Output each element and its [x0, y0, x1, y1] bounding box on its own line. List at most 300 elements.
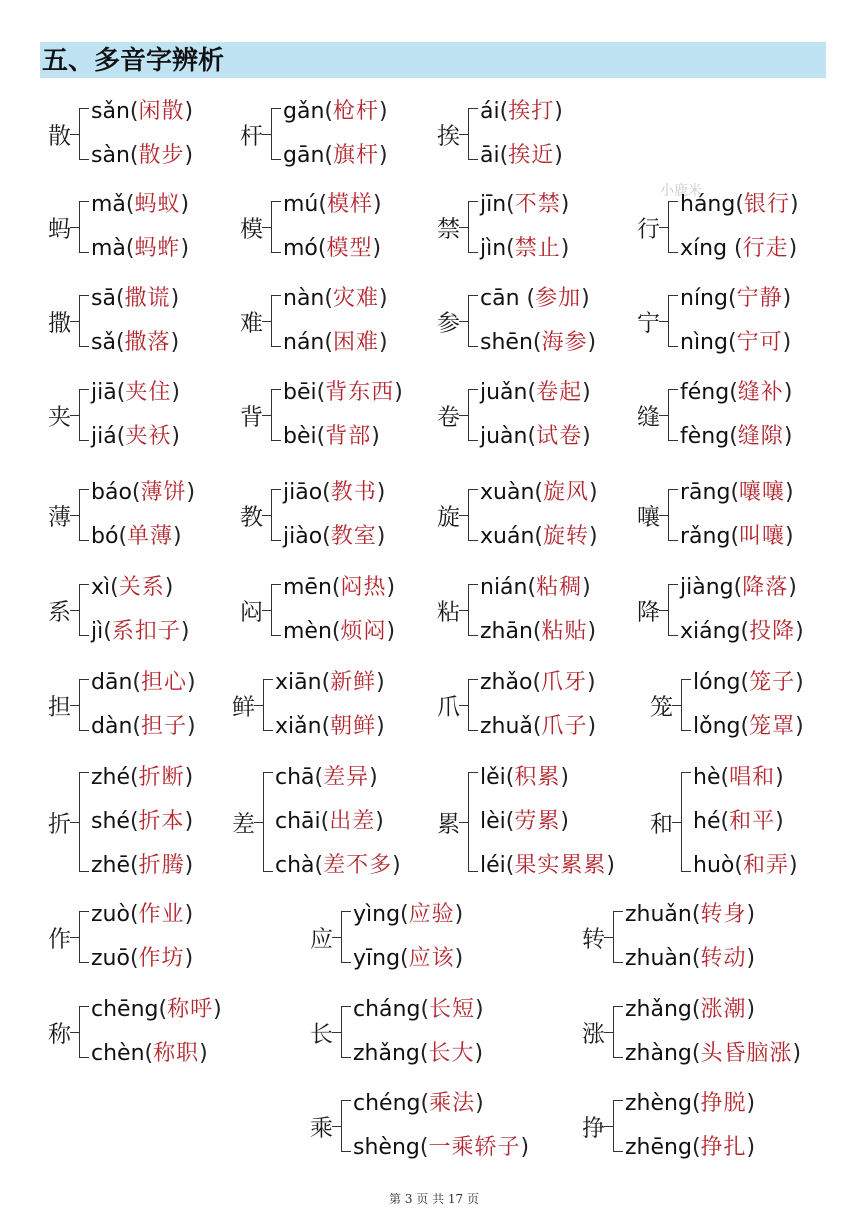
close-paren: ) — [475, 1091, 484, 1116]
reading-row — [91, 1032, 222, 1076]
example-word: 应该 — [408, 946, 455, 971]
reading-row — [480, 844, 615, 888]
open-paren: ( — [322, 480, 331, 505]
pinyin: sǎn — [91, 99, 130, 124]
reading-list — [480, 471, 598, 559]
pinyin: chā — [275, 765, 315, 790]
polyphone-char: 散 — [48, 123, 71, 150]
open-paren: ( — [419, 1135, 429, 1160]
bracket — [271, 389, 281, 441]
example-word: 折断 — [138, 765, 185, 790]
close-paren: ) — [554, 143, 563, 168]
close-paren: ) — [184, 946, 194, 971]
bracket — [468, 295, 478, 347]
open-paren: ( — [103, 619, 112, 644]
reading-list — [353, 893, 463, 981]
open-paren: ( — [314, 853, 324, 878]
pinyin: nán — [283, 330, 325, 355]
open-paren: ( — [527, 380, 537, 405]
close-paren: ) — [795, 619, 804, 644]
reading-list — [283, 471, 385, 559]
example-word: 缝隙 — [737, 424, 784, 449]
reading-list — [680, 471, 794, 559]
close-paren: ) — [180, 236, 190, 261]
example-word: 撒谎 — [124, 286, 171, 311]
open-paren: ( — [129, 143, 139, 168]
open-paren: ( — [118, 524, 128, 549]
bracket — [468, 201, 478, 253]
polyphone-char: 背 — [240, 404, 263, 431]
pinyin: hé — [693, 809, 721, 834]
reading-row — [693, 661, 804, 705]
bracket — [79, 1006, 89, 1058]
open-paren: ( — [691, 1091, 701, 1116]
pinyin: mēn — [283, 575, 332, 600]
example-word: 称职 — [153, 1041, 200, 1066]
close-paren: ) — [560, 765, 569, 790]
reading-list — [283, 183, 382, 271]
close-paren: ) — [378, 286, 388, 311]
reading-row — [91, 893, 193, 937]
pinyin: jiá — [91, 424, 117, 449]
polyphone-char: 卷 — [437, 404, 460, 431]
reading-row — [680, 321, 791, 365]
reading-list — [680, 277, 791, 365]
reading-row — [91, 134, 193, 178]
bracket — [271, 108, 281, 160]
reading-row — [353, 1082, 529, 1126]
open-paren: ( — [727, 286, 737, 311]
bracket — [79, 389, 89, 441]
example-word: 朝鲜 — [330, 714, 377, 739]
reading-row — [480, 277, 596, 321]
reading-row — [283, 515, 385, 559]
reading-row — [680, 566, 804, 610]
close-paren: ) — [184, 765, 194, 790]
example-word: 头昏脑涨 — [700, 1041, 793, 1066]
close-paren: ) — [386, 575, 396, 600]
close-paren: ) — [199, 1041, 208, 1066]
example-word: 长大 — [428, 1041, 475, 1066]
reading-list — [283, 566, 395, 654]
example-word: 教室 — [330, 524, 377, 549]
close-paren: ) — [792, 1041, 802, 1066]
pinyin: zhǎng — [353, 1041, 420, 1066]
open-paren: ( — [321, 670, 331, 695]
example-word: 灾难 — [332, 286, 379, 311]
polyphone-char: 折 — [48, 811, 71, 838]
reading-list — [480, 371, 591, 459]
bracket — [79, 772, 89, 872]
pinyin: lǒng — [693, 714, 741, 739]
example-word: 果实累累 — [514, 853, 607, 878]
close-paren: ) — [454, 902, 464, 927]
close-paren: ) — [560, 236, 570, 261]
example-word: 笼罩 — [749, 714, 796, 739]
close-paren: ) — [746, 1135, 756, 1160]
polyphone-char: 旋 — [437, 504, 460, 531]
open-paren: ( — [532, 619, 542, 644]
pinyin: zhèng — [625, 1091, 692, 1116]
reading-row — [680, 471, 794, 515]
open-paren: ( — [730, 480, 740, 505]
open-paren: ( — [314, 765, 324, 790]
close-paren: ) — [379, 99, 388, 124]
pinyin: nàn — [283, 286, 325, 311]
reading-row — [353, 893, 463, 937]
example-word: 散步 — [138, 143, 185, 168]
pinyin: zhàng — [625, 1041, 692, 1066]
reading-row — [693, 844, 798, 888]
example-word: 唱和 — [729, 765, 776, 790]
close-paren: ) — [378, 330, 388, 355]
close-paren: ) — [783, 424, 793, 449]
example-word: 蚂蚁 — [134, 192, 181, 217]
reading-row — [283, 371, 403, 415]
polyphone-char: 挣 — [582, 1115, 605, 1142]
reading-row — [91, 756, 193, 800]
pinyin: rǎng — [680, 524, 731, 549]
polyphone-char: 宁 — [637, 310, 660, 337]
reading-row — [680, 415, 792, 459]
pinyin: bèi — [283, 424, 317, 449]
reading-row — [480, 415, 591, 459]
example-word: 枪杆 — [332, 99, 379, 124]
bracket — [681, 679, 691, 731]
close-paren: ) — [795, 714, 804, 739]
bracket — [263, 679, 273, 731]
close-paren: ) — [582, 380, 591, 405]
open-paren: ( — [115, 286, 125, 311]
reading-row — [283, 321, 388, 365]
polyphone-char: 参 — [437, 310, 460, 337]
example-word: 转动 — [700, 946, 747, 971]
open-paren: ( — [505, 809, 515, 834]
reading-row — [91, 90, 193, 134]
reading-row — [480, 610, 596, 654]
reading-row — [480, 183, 569, 227]
close-paren: ) — [587, 330, 597, 355]
open-paren: ( — [318, 192, 327, 217]
bracket — [468, 389, 478, 441]
close-paren: ) — [746, 1091, 756, 1116]
close-paren: ) — [392, 853, 401, 878]
pinyin: xì — [91, 575, 111, 600]
open-paren: ( — [505, 853, 515, 878]
pinyin: nìng — [680, 330, 728, 355]
polyphone-char: 鲜 — [232, 694, 255, 721]
bracket — [79, 201, 89, 253]
pinyin: jīn — [480, 192, 507, 217]
close-paren: ) — [379, 143, 388, 168]
polyphone-char: 挨 — [437, 123, 460, 150]
example-word: 爪牙 — [541, 670, 588, 695]
example-word: 行走 — [742, 236, 789, 261]
pinyin: huò — [693, 853, 735, 878]
reading-list — [693, 661, 804, 749]
example-word: 夹袄 — [125, 424, 172, 449]
example-word: 粘贴 — [541, 619, 588, 644]
close-paren: ) — [783, 380, 793, 405]
reading-row — [91, 515, 195, 559]
close-paren: ) — [184, 809, 194, 834]
open-paren: ( — [532, 670, 542, 695]
polyphone-char: 模 — [240, 216, 263, 243]
open-paren: ( — [317, 236, 327, 261]
polyphone-char: 笼 — [650, 694, 673, 721]
reading-list — [680, 371, 792, 459]
open-paren: ( — [116, 424, 126, 449]
bracket — [668, 201, 678, 253]
bracket — [79, 489, 89, 541]
reading-row — [680, 227, 799, 271]
bracket — [79, 911, 89, 963]
polyphone-char: 粘 — [437, 599, 460, 626]
open-paren: ( — [324, 330, 333, 355]
polyphone-char: 差 — [232, 811, 255, 838]
close-paren: ) — [775, 809, 784, 834]
pinyin: mú — [283, 192, 319, 217]
reading-row — [283, 277, 388, 321]
open-paren: ( — [125, 192, 135, 217]
pinyin: níng — [680, 286, 728, 311]
reading-list — [480, 756, 615, 888]
example-word: 背部 — [325, 424, 372, 449]
example-word: 担心 — [140, 670, 187, 695]
open-paren: ( — [420, 997, 430, 1022]
pinyin: bēi — [283, 380, 317, 405]
polyphone-char: 作 — [48, 926, 71, 953]
example-word: 和平 — [729, 809, 776, 834]
reading-row — [480, 90, 563, 134]
bracket — [271, 489, 281, 541]
open-paren: ( — [691, 1041, 701, 1066]
close-paren: ) — [775, 765, 784, 790]
reading-row — [91, 661, 196, 705]
close-paren: ) — [520, 1135, 530, 1160]
example-word: 旋转 — [542, 524, 589, 549]
close-paren: ) — [187, 670, 196, 695]
reading-row — [625, 988, 801, 1032]
pinyin: jiào — [283, 524, 323, 549]
reading-list — [680, 566, 804, 654]
bracket — [468, 772, 478, 872]
example-word: 关系 — [118, 575, 165, 600]
pinyin: āi — [480, 143, 500, 168]
pinyin: mà — [91, 236, 126, 261]
reading-row — [693, 800, 798, 844]
pinyin: zhuàn — [625, 946, 692, 971]
example-word: 差异 — [323, 765, 370, 790]
reading-list — [693, 756, 798, 888]
example-word: 单薄 — [127, 524, 174, 549]
pinyin: báo — [91, 480, 132, 505]
open-paren: ( — [727, 330, 737, 355]
example-word: 宁可 — [736, 330, 783, 355]
reading-list — [480, 566, 596, 654]
close-paren: ) — [582, 575, 591, 600]
pinyin: lèi — [480, 809, 506, 834]
pinyin: zhē — [91, 853, 131, 878]
reading-row — [680, 183, 799, 227]
reading-row — [91, 321, 179, 365]
polyphone-char: 缝 — [637, 404, 660, 431]
example-word: 乘法 — [429, 1091, 476, 1116]
open-paren: ( — [691, 902, 701, 927]
pinyin: zhé — [91, 765, 131, 790]
example-word: 投降 — [749, 619, 796, 644]
pinyin: chà — [275, 853, 315, 878]
close-paren: ) — [184, 902, 194, 927]
close-paren: ) — [213, 997, 222, 1022]
bracket — [79, 679, 89, 731]
polyphone-char: 和 — [650, 811, 673, 838]
pinyin: juǎn — [480, 380, 528, 405]
pinyin: zuō — [91, 946, 130, 971]
close-paren: ) — [171, 424, 180, 449]
open-paren: ( — [129, 99, 139, 124]
reading-row — [91, 227, 189, 271]
close-paren: ) — [372, 192, 382, 217]
close-paren: ) — [184, 143, 194, 168]
example-word: 降落 — [742, 575, 789, 600]
bracket — [271, 201, 281, 253]
open-paren: ( — [129, 809, 139, 834]
pinyin: cān — [480, 286, 527, 311]
open-paren: ( — [527, 575, 537, 600]
open-paren: ( — [534, 524, 543, 549]
close-paren: ) — [376, 670, 385, 695]
open-paren: ( — [130, 765, 139, 790]
close-paren: ) — [554, 99, 563, 124]
close-paren: ) — [746, 902, 756, 927]
reading-row — [275, 705, 385, 749]
reading-row — [693, 756, 798, 800]
example-word: 旋风 — [542, 480, 589, 505]
pinyin: chèn — [91, 1041, 145, 1066]
reading-row — [91, 844, 193, 888]
example-word: 积累 — [514, 765, 561, 790]
reading-row — [283, 566, 395, 610]
bracket — [79, 108, 89, 160]
example-word: 粘稠 — [536, 575, 583, 600]
close-paren: ) — [795, 670, 804, 695]
polyphone-char: 长 — [310, 1021, 333, 1048]
example-word: 转身 — [700, 902, 747, 927]
open-paren: ( — [324, 286, 333, 311]
reading-row — [480, 566, 596, 610]
close-paren: ) — [788, 853, 798, 878]
bracket — [468, 679, 478, 731]
example-word: 困难 — [332, 330, 379, 355]
open-paren: ( — [321, 714, 331, 739]
pinyin: chéng — [353, 1091, 421, 1116]
pinyin: jiāo — [283, 480, 323, 505]
close-paren: ) — [746, 997, 756, 1022]
close-paren: ) — [581, 286, 590, 311]
pinyin: nián — [480, 575, 528, 600]
pinyin: zhēng — [625, 1135, 692, 1160]
example-word: 称呼 — [167, 997, 214, 1022]
open-paren: ( — [320, 809, 330, 834]
open-paren: ( — [130, 853, 139, 878]
pinyin: jì — [91, 619, 104, 644]
bracket — [271, 584, 281, 636]
open-paren: ( — [734, 236, 743, 261]
example-word: 和弄 — [742, 853, 789, 878]
pinyin: rāng — [680, 480, 731, 505]
polyphone-char: 嚷 — [637, 504, 660, 531]
reading-list — [480, 90, 563, 178]
open-paren: ( — [526, 286, 536, 311]
polyphone-char: 乘 — [310, 1115, 333, 1142]
bracket — [341, 911, 351, 963]
open-paren: ( — [733, 575, 743, 600]
close-paren: ) — [589, 524, 598, 549]
reading-list — [91, 183, 189, 271]
open-paren: ( — [125, 236, 135, 261]
example-word: 涨潮 — [700, 997, 747, 1022]
pinyin: gān — [283, 143, 325, 168]
reading-row — [480, 371, 591, 415]
open-paren: ( — [499, 99, 509, 124]
open-paren: ( — [729, 424, 738, 449]
reading-row — [275, 844, 401, 888]
page-footer: 第 3 页 共 17 页 — [389, 1192, 479, 1206]
bracket — [668, 584, 678, 636]
reading-row — [91, 705, 196, 749]
reading-row — [283, 183, 382, 227]
reading-list — [625, 1082, 755, 1170]
bracket — [613, 1006, 623, 1058]
open-paren: ( — [534, 480, 543, 505]
bracket — [341, 1100, 351, 1152]
open-paren: ( — [400, 946, 409, 971]
open-paren: ( — [532, 330, 542, 355]
pinyin: gǎn — [283, 99, 325, 124]
reading-row — [283, 471, 385, 515]
close-paren: ) — [746, 946, 756, 971]
example-word: 试卷 — [536, 424, 583, 449]
reading-row — [91, 371, 180, 415]
reading-list — [91, 90, 193, 178]
section-title: 五、多音字辨析 — [40, 42, 826, 78]
polyphone-char: 难 — [240, 310, 263, 337]
bracket — [668, 389, 678, 441]
example-word: 不禁 — [514, 192, 561, 217]
pinyin: shèng — [353, 1135, 420, 1160]
close-paren: ) — [788, 575, 797, 600]
example-word: 蚂蚱 — [134, 236, 181, 261]
pinyin: yīng — [353, 946, 401, 971]
watermark: 小鹿米 — [660, 183, 702, 199]
close-paren: ) — [394, 380, 403, 405]
pinyin: hè — [693, 765, 721, 790]
close-paren: ) — [606, 853, 615, 878]
bracket — [271, 295, 281, 347]
close-paren: ) — [782, 330, 792, 355]
pinyin: xiān — [275, 670, 322, 695]
reading-row — [480, 756, 615, 800]
example-word: 模型 — [326, 236, 373, 261]
polyphone-char: 转 — [582, 926, 605, 953]
open-paren: ( — [331, 619, 341, 644]
example-word: 卷起 — [536, 380, 583, 405]
pinyin: léi — [480, 853, 506, 878]
close-paren: ) — [184, 99, 194, 124]
close-paren: ) — [164, 575, 174, 600]
example-word: 挣脱 — [700, 1091, 747, 1116]
